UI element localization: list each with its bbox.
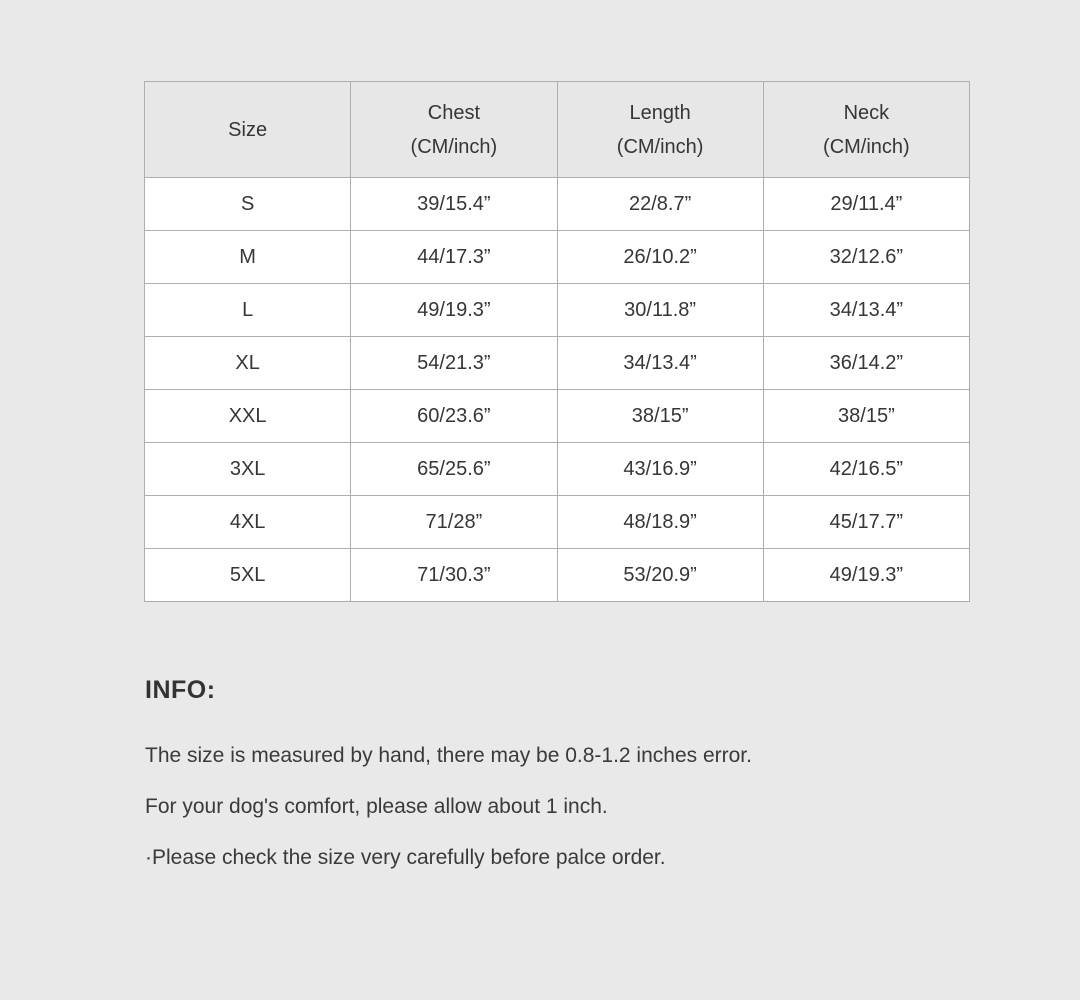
cell-chest: 65/25.6”: [351, 443, 557, 496]
cell-length: 30/11.8”: [557, 284, 763, 337]
header-chest-label: Chest: [427, 101, 480, 124]
table-row: [145, 178, 970, 231]
cell-length: 26/10.2”: [557, 231, 763, 284]
cell-length: 34/13.4”: [557, 337, 763, 390]
info-heading: INFO:: [145, 676, 216, 704]
cell-size: XXL: [145, 390, 351, 443]
cell-chest: 44/17.3”: [351, 231, 557, 284]
header-size: [145, 82, 351, 178]
info-line-2: For your dog's comfort, please allow about 1 inch.: [145, 795, 608, 818]
cell-size: XL: [145, 337, 351, 390]
table-row: [145, 337, 970, 390]
header-length: [557, 82, 763, 178]
table-row: [145, 284, 970, 337]
cell-chest: 39/15.4”: [351, 178, 557, 231]
size-chart-table: [144, 81, 970, 602]
table-row: [145, 390, 970, 443]
header-neck-unit: (CM/inch): [823, 135, 910, 158]
table-row: [145, 496, 970, 549]
cell-chest: 49/19.3”: [351, 284, 557, 337]
cell-length: 43/16.9”: [557, 443, 763, 496]
cell-size: 4XL: [145, 496, 351, 549]
table-row: [145, 231, 970, 284]
cell-length: 53/20.9”: [557, 549, 763, 602]
table-row: [145, 443, 970, 496]
cell-neck: 38/15”: [763, 390, 969, 443]
cell-chest: 54/21.3”: [351, 337, 557, 390]
header-neck: [763, 82, 969, 178]
cell-size: S: [145, 178, 351, 231]
header-neck-label: Neck: [843, 101, 890, 124]
cell-size: M: [145, 231, 351, 284]
cell-neck: 32/12.6”: [763, 231, 969, 284]
cell-length: 38/15”: [557, 390, 763, 443]
cell-chest: 60/23.6”: [351, 390, 557, 443]
cell-neck: 36/14.2”: [763, 337, 969, 390]
cell-length: 48/18.9”: [557, 496, 763, 549]
header-size-label: Size: [228, 118, 268, 141]
table-row: [145, 549, 970, 602]
cell-size: 5XL: [145, 549, 351, 602]
cell-neck: 34/13.4”: [763, 284, 969, 337]
header-row: [145, 82, 970, 178]
cell-chest: 71/30.3”: [351, 549, 557, 602]
info-line-1: The size is measured by hand, there may be 0.8-1.2 inches error.: [145, 744, 752, 767]
header-length-unit: (CM/inch): [616, 135, 704, 158]
info-section: [145, 674, 945, 895]
size-chart-header: [145, 82, 970, 178]
cell-size: 3XL: [145, 443, 351, 496]
cell-neck: 42/16.5”: [763, 443, 969, 496]
header-chest: [351, 82, 557, 178]
size-chart-body: [145, 178, 970, 602]
cell-neck: 29/11.4”: [763, 178, 969, 231]
header-length-label: Length: [629, 101, 691, 124]
cell-size: L: [145, 284, 351, 337]
header-chest-unit: (CM/inch): [410, 135, 498, 158]
cell-chest: 71/28”: [351, 496, 557, 549]
cell-length: 22/8.7”: [557, 178, 763, 231]
cell-neck: 49/19.3”: [763, 549, 969, 602]
cell-neck: 45/17.7”: [763, 496, 969, 549]
info-line-3: ·Please check the size very carefully before palce order.: [145, 846, 666, 869]
